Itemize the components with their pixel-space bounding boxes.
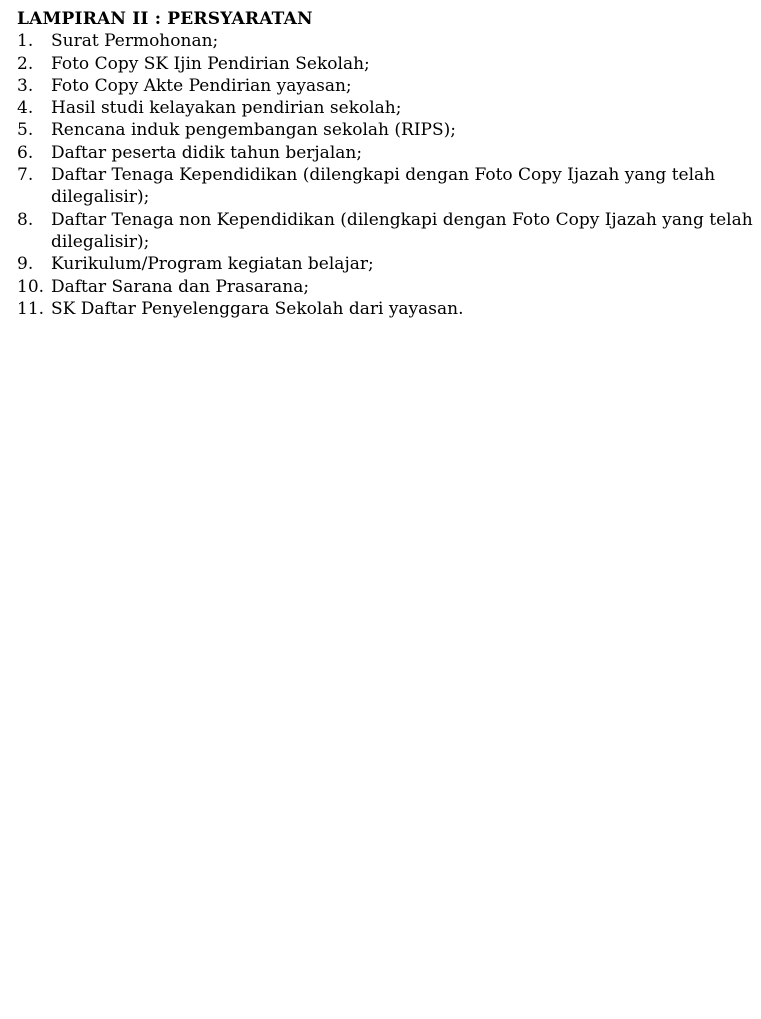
list-item-text: Foto Copy SK Ijin Pendirian Sekolah; — [51, 53, 370, 74]
list-item-text: SK Daftar Penyelenggara Sekolah dari yayasan. — [51, 298, 464, 319]
list-item-text: Hasil studi kelayakan pendirian sekolah; — [51, 98, 402, 119]
list-item-text: Daftar peserta didik tahun berjalan; — [51, 142, 363, 163]
document-title: LAMPIRAN II : PERSYARATAN — [17, 9, 313, 29]
list-item-number: 5. — [17, 120, 34, 141]
list-item-number: 9. — [17, 254, 34, 275]
list-item-text: Foto Copy Akte Pendirian yayasan; — [51, 75, 352, 96]
list-item-text: Rencana induk pengembangan sekolah (RIPS); — [51, 120, 457, 141]
list-item-text: Daftar Tenaga Kependidikan (dilengkapi dengan Foto Copy Ijazah yang telah dilegalisir); — [51, 165, 716, 208]
list-item — [17, 30, 761, 52]
list-item — [17, 119, 761, 141]
list-item-number: 11. — [17, 298, 45, 319]
list-item — [17, 97, 761, 119]
list-item-number: 1. — [17, 31, 34, 52]
list-item-number: 2. — [17, 53, 34, 74]
list-item — [17, 298, 761, 320]
list-item-text: Daftar Sarana dan Prasarana; — [51, 276, 310, 297]
list-item-number: 6. — [17, 142, 34, 163]
list-item — [17, 75, 761, 97]
document-page — [17, 8, 761, 320]
requirements-list — [17, 30, 761, 320]
list-item — [17, 253, 761, 275]
list-item-number: 10. — [17, 276, 45, 297]
list-item-number: 3. — [17, 75, 34, 96]
list-item-number: 7. — [17, 165, 34, 186]
list-item-text: Daftar Tenaga non Kependidikan (dilengkapi dengan Foto Copy Ijazah yang telah dilegalisir); — [51, 209, 753, 252]
list-item — [17, 276, 761, 298]
list-item-text: Kurikulum/Program kegiatan belajar; — [51, 254, 374, 275]
list-item-number: 4. — [17, 98, 34, 119]
list-item — [17, 53, 761, 75]
list-item-number: 8. — [17, 209, 34, 230]
list-item-text: Surat Permohonan; — [51, 31, 219, 52]
list-item — [17, 142, 761, 164]
list-item — [17, 164, 761, 209]
list-item — [17, 209, 761, 254]
